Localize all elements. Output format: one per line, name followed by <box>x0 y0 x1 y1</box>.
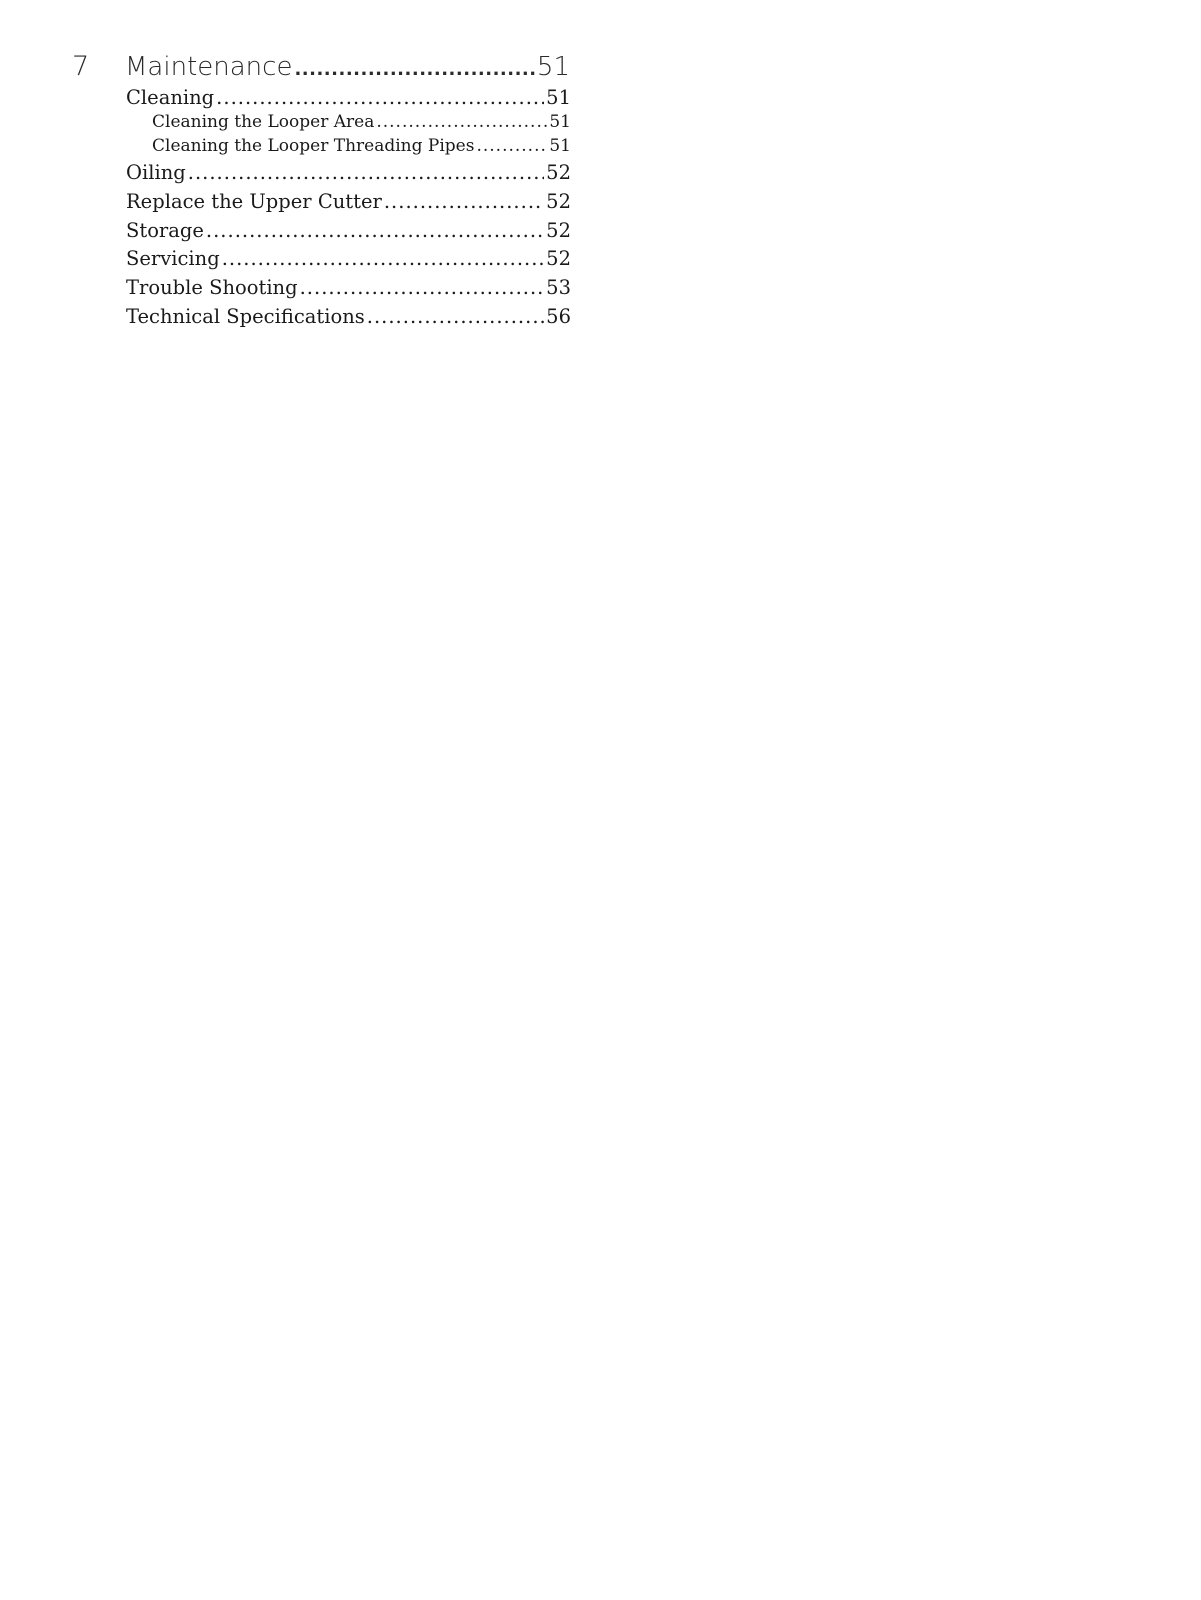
toc-entry-title: Storage <box>126 219 204 242</box>
dot-leader <box>476 135 547 157</box>
dot-leader <box>222 246 544 272</box>
toc-entry-page: 51 <box>549 136 571 156</box>
chapter-title-row <box>125 48 570 89</box>
toc-entry-page: 51 <box>549 112 571 132</box>
chapter-title: Maintenance <box>125 52 293 82</box>
chapter-number: 7 <box>72 51 90 82</box>
toc-entry-title: Cleaning the Looper Threading Pipes <box>152 136 475 156</box>
toc-entry-page: 52 <box>546 190 571 213</box>
toc-entry-title: Replace the Upper Cutter <box>126 190 382 213</box>
toc-entry-page: 52 <box>546 247 571 270</box>
toc-entry-title: Oiling <box>126 161 186 184</box>
dot-leader <box>206 218 544 244</box>
toc-entry-page: 52 <box>546 219 571 242</box>
dot-leader <box>384 189 544 215</box>
toc-entry-technical-specifications[interactable] <box>126 304 571 330</box>
toc-entry-title: Cleaning the Looper Area <box>152 112 375 132</box>
toc-entry-page: 52 <box>546 161 571 184</box>
toc-entry-title: Servicing <box>126 247 220 270</box>
dot-leader <box>216 85 544 111</box>
dot-leader <box>367 304 544 330</box>
toc-entry-page: 51 <box>546 86 571 109</box>
toc-entry-oiling[interactable] <box>126 160 571 186</box>
toc-entry-title: Trouble Shooting <box>126 276 298 299</box>
chapter-heading[interactable] <box>72 48 572 88</box>
dot-leader <box>376 111 547 133</box>
toc-entry-storage[interactable] <box>126 218 571 244</box>
dot-leader <box>294 51 534 89</box>
toc-entry-cleaning[interactable] <box>126 85 571 111</box>
toc-entry-servicing[interactable] <box>126 246 571 272</box>
toc-entry-title: Cleaning <box>126 86 215 109</box>
chapter-page-number: 51 <box>536 52 570 82</box>
toc-entry-replace-upper-cutter[interactable] <box>126 189 571 215</box>
toc-entry-trouble-shooting[interactable] <box>126 275 571 301</box>
toc-entry-cleaning-looper-area[interactable] <box>152 111 571 133</box>
toc-entry-cleaning-looper-threading-pipes[interactable] <box>152 135 571 157</box>
dot-leader <box>188 160 544 186</box>
toc-entry-title: Technical Specifications <box>126 305 365 328</box>
toc-entry-page: 53 <box>546 276 571 299</box>
dot-leader <box>300 275 545 301</box>
toc-entry-page: 56 <box>546 305 571 328</box>
